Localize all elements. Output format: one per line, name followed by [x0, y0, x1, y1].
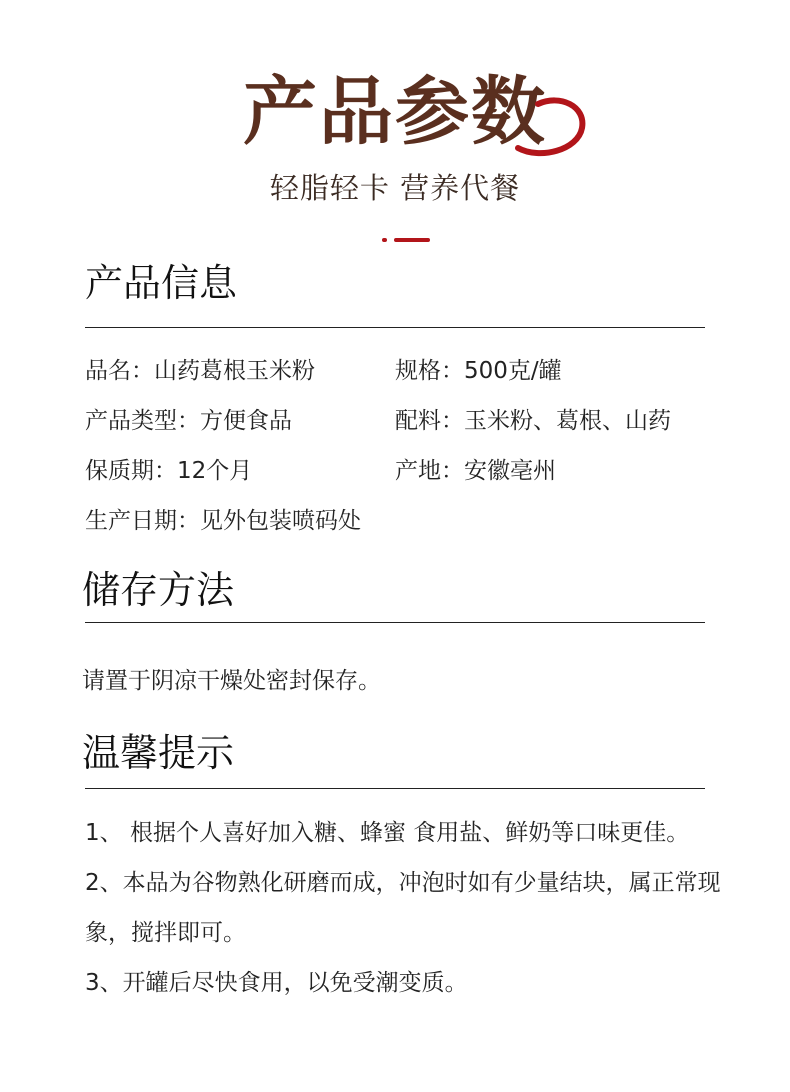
- spec-value: 玉米粉、葛根、山药: [464, 408, 671, 434]
- tip-item-3: 3、开罐后尽快食用，以免受潮变质。: [85, 970, 468, 996]
- spec-value: 方便食品: [200, 408, 292, 434]
- spec-value: 安徽亳州: [464, 458, 556, 484]
- page-subtitle: 轻脂轻卡 营养代餐: [269, 171, 521, 205]
- storage-text: 请置于阴凉干燥处密封保存。: [82, 668, 381, 694]
- title-block: [0, 62, 790, 162]
- spec-label: 保质期：: [85, 458, 177, 484]
- section-heading-storage: 储存方法: [82, 568, 235, 612]
- divider-bar: [394, 238, 430, 242]
- spec-label: 产地：: [395, 458, 464, 484]
- spec-shelf-life: [85, 454, 252, 488]
- spec-product-type: [85, 404, 292, 438]
- spec-product-name: [85, 354, 315, 388]
- divider-dot: [382, 238, 387, 242]
- section-heading-product-info: 产品信息: [85, 261, 238, 305]
- spec-size: [395, 354, 562, 388]
- spec-value: 12个月: [177, 458, 253, 484]
- spec-value: 山药葛根玉米粉: [154, 358, 315, 384]
- spec-label: 配料：: [395, 408, 464, 434]
- spec-label: 产品类型：: [85, 408, 200, 434]
- page-title: 产品参数: [243, 69, 547, 155]
- spec-label: 品名：: [85, 358, 154, 384]
- spec-label: 规格：: [395, 358, 464, 384]
- spec-label: 生产日期：: [85, 508, 200, 534]
- spec-production-date: [85, 504, 361, 538]
- section-rule: [85, 788, 705, 789]
- section-heading-tips: 温馨提示: [82, 731, 235, 775]
- tip-item-1: 1、 根据个人喜好加入糖、蜂蜜 食用盐、鲜奶等口味更佳。: [85, 820, 690, 846]
- section-rule: [85, 622, 705, 623]
- spec-ingredients: [395, 404, 671, 438]
- red-swoosh-decoration: [500, 90, 590, 160]
- tip-item-2: 2、本品为谷物熟化研磨而成，冲泡时如有少量结块，属正常现象，搅拌即可。: [85, 870, 721, 946]
- spec-origin: [395, 454, 556, 488]
- spec-value: 见外包装喷码处: [200, 508, 361, 534]
- section-rule: [85, 327, 705, 328]
- spec-value: 500克/罐: [464, 358, 562, 384]
